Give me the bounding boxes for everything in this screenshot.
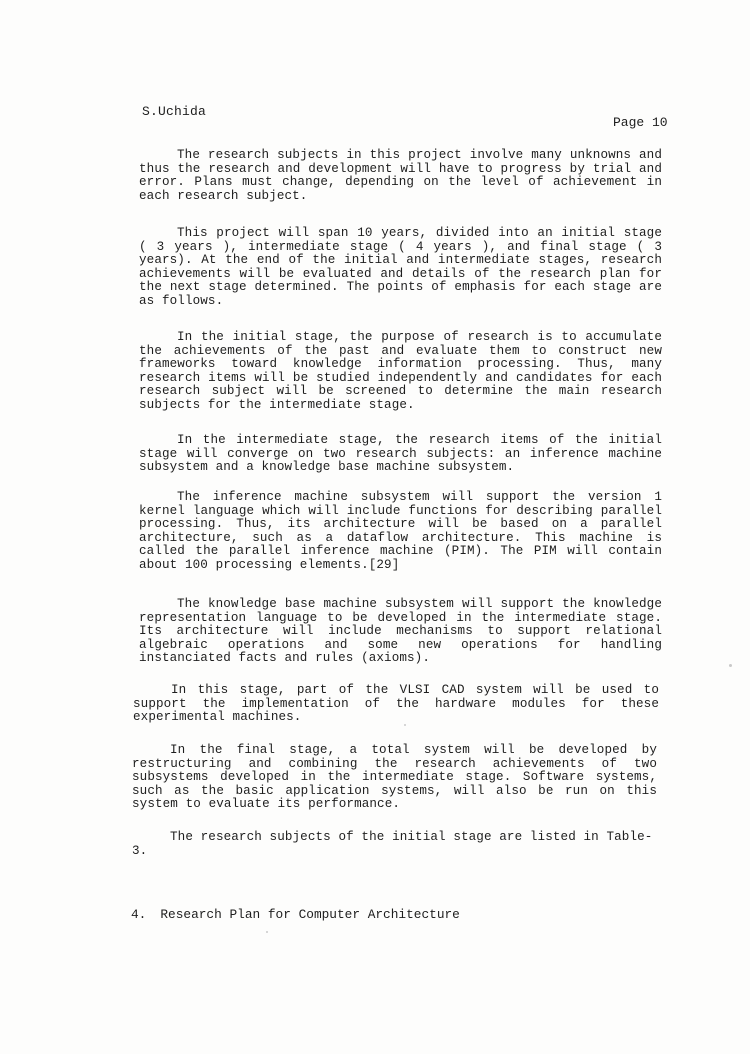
paragraph-research-subjects: The research subjects in this project involve many unknowns and thus the research and development will have to progress by trial and error. Plans must change, depending on the level of achievement in each research subject.	[139, 148, 662, 203]
paragraph-intermediate-stage: In the intermediate stage, the research items of the initial stage will converge on two research subjects: an inference machine subsystem and a knowledge base machine subsystem.	[139, 433, 662, 475]
paragraph-final-stage: In the final stage, a total system will be developed by restructuring and combining the research achievements of two subsystems developed in the intermediate stage. Software systems, such as the basic application systems, will also be run on this system to evaluate its performance.	[132, 743, 657, 812]
paragraph-inference-machine: The inference machine subsystem will support the version 1 kernel language which will include functions for describing parallel processing. Thus, its architecture will be based on a parallel architecture, such as a dataflow architecture. This machine is called the parallel inference machine (PIM). The PIM will contain about 100 processing elements.[29]	[139, 490, 662, 572]
section-title: Research Plan for Computer Architecture	[160, 907, 460, 922]
paragraph-vlsi-cad: In this stage, part of the VLSI CAD system will be used to support the implementation of the hardware modules for these experimental machines.	[133, 683, 659, 725]
section-heading	[131, 907, 460, 922]
page-number: Page 10	[613, 115, 668, 130]
paragraph-table-reference: The research subjects of the initial stage are listed in Table-3.	[132, 830, 653, 858]
paragraph-knowledge-base-machine: The knowledge base machine subsystem will support the knowledge representation language to be developed in the intermediate stage. Its architecture will include mechanisms to support relational algebraic operations and some new operations for handling instanciated facts and rules (axioms).	[139, 597, 662, 666]
author-name: S.Uchida	[142, 104, 207, 119]
section-number: 4.	[131, 907, 147, 922]
paragraph-project-span: This project will span 10 years, divided into an initial stage ( 3 years ), intermediate stage ( 4 years ), and final stage ( 3 years). At the end of the initial and intermediate stages, research achievements will be evaluated and details of the research plan for the next stage determined. The points of emphasis for each stage are as follows.	[139, 226, 662, 308]
scan-speck	[404, 724, 406, 726]
scan-speck	[266, 931, 268, 933]
scan-speck	[729, 664, 732, 667]
paragraph-initial-stage: In the initial stage, the purpose of research is to accumulate the achievements of the past and evaluate them to construct new frameworks toward knowledge information processing. Thus, many research items will be studied independently and candidates for each research subject will be screened to determine the main research subjects for the intermediate stage.	[139, 330, 662, 412]
